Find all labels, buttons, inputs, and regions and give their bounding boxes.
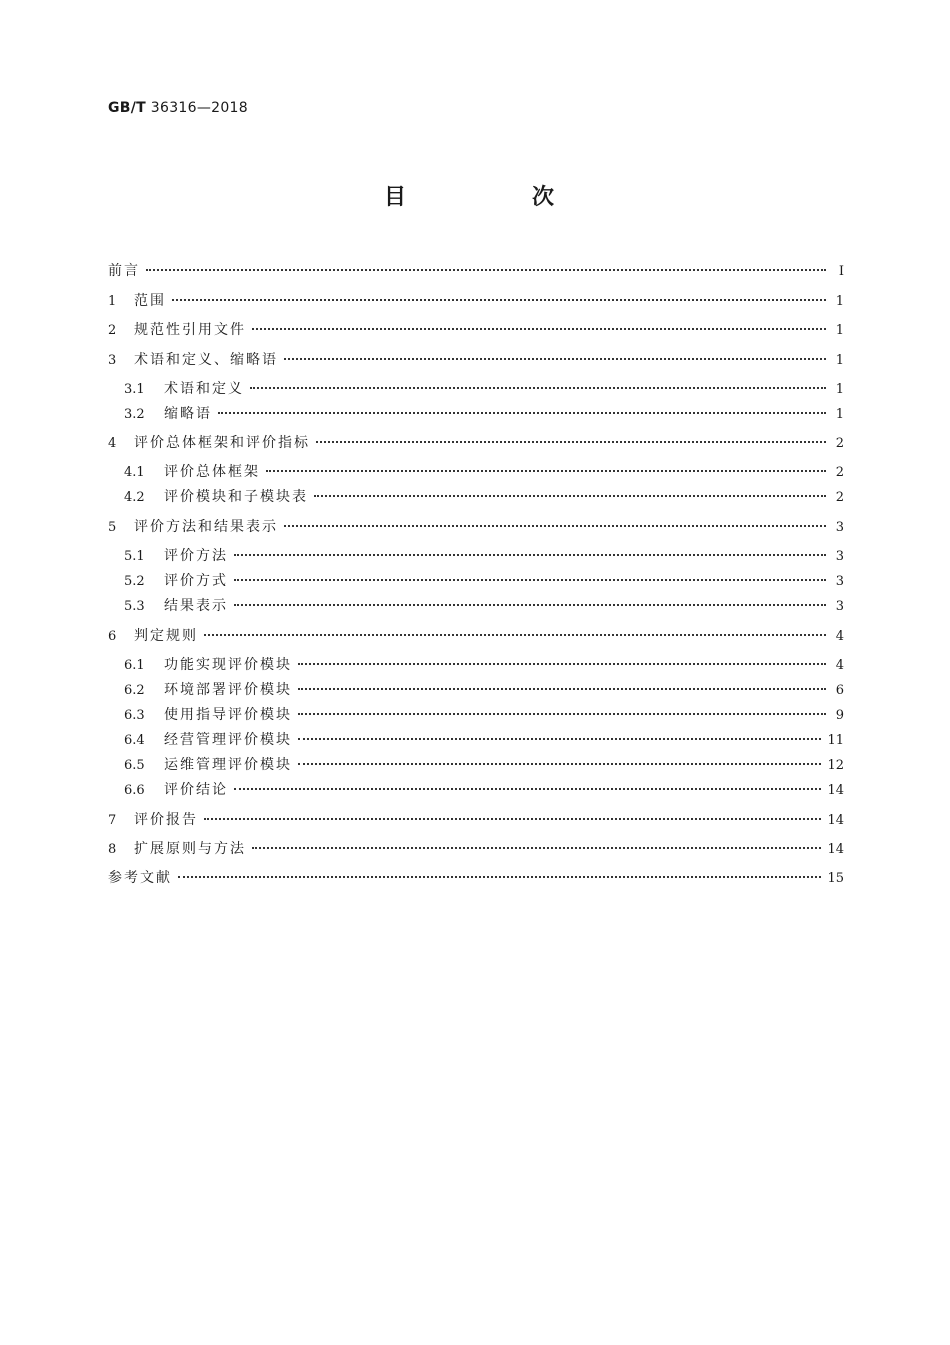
toc-entry-label: 术语和定义、缩略语 xyxy=(134,352,278,368)
toc-entry-label: 经营管理评价模块 xyxy=(164,732,292,748)
toc-entry-page: Ⅰ xyxy=(838,264,844,279)
toc-entry[interactable] xyxy=(108,868,844,888)
toc-entry[interactable] xyxy=(124,487,844,507)
toc-dot-leader xyxy=(234,603,826,606)
toc-entry-label: 缩略语 xyxy=(164,406,212,422)
toc-entry-page: 3 xyxy=(835,520,844,535)
toc-entry-page: 2 xyxy=(835,490,844,505)
toc-entry-page: 14 xyxy=(827,783,844,798)
toc-entry-number: 5.2 xyxy=(124,574,145,589)
toc-dot-leader xyxy=(204,817,821,820)
toc-entry[interactable] xyxy=(108,320,844,340)
toc-entry-page: 11 xyxy=(827,733,844,748)
toc-entry-page: 1 xyxy=(835,353,844,368)
toc-entry-number: 6.1 xyxy=(124,658,145,673)
toc-entry-number: 4 xyxy=(108,436,117,451)
toc-entry-label: 评价方式 xyxy=(164,573,228,589)
toc-dot-leader xyxy=(218,411,826,414)
toc-entry-label: 前言 xyxy=(108,263,140,279)
toc-entry[interactable] xyxy=(124,571,844,591)
toc-entry-page: 1 xyxy=(835,323,844,338)
toc-entry-label: 范围 xyxy=(134,293,166,309)
toc-entry-number: 4.2 xyxy=(124,490,145,505)
toc-dot-leader xyxy=(204,633,826,636)
toc-entry[interactable] xyxy=(124,780,844,800)
toc-entry[interactable] xyxy=(124,379,844,399)
toc-entry[interactable] xyxy=(124,596,844,616)
standard-code: 36316—2018 xyxy=(150,100,248,116)
toc-dot-leader xyxy=(298,712,826,715)
toc-dot-leader xyxy=(266,469,826,472)
toc-entry-page: 4 xyxy=(835,629,844,644)
toc-entry-number: 4.1 xyxy=(124,465,145,480)
toc-entry-number: 3.1 xyxy=(124,382,145,397)
toc-entry-label: 结果表示 xyxy=(164,598,228,614)
toc-entry-label: 功能实现评价模块 xyxy=(164,657,292,673)
toc-entry[interactable] xyxy=(124,655,844,675)
toc-dot-leader xyxy=(172,298,826,301)
toc-entry[interactable] xyxy=(124,546,844,566)
toc-entry-label: 评价结论 xyxy=(164,782,228,798)
toc-dot-leader xyxy=(316,440,826,443)
toc-entry-label: 使用指导评价模块 xyxy=(164,707,292,723)
toc-entry[interactable] xyxy=(108,839,844,859)
toc-dot-leader xyxy=(284,357,826,360)
toc-entry-page: 3 xyxy=(835,574,844,589)
toc-dot-leader xyxy=(250,386,826,389)
toc-dot-leader xyxy=(234,553,826,556)
toc-entry-page: 3 xyxy=(835,549,844,564)
toc-entry-number: 3.2 xyxy=(124,407,145,422)
toc-entry-page: 3 xyxy=(835,599,844,614)
toc-entry[interactable] xyxy=(108,517,844,537)
toc-entry-number: 6 xyxy=(108,629,117,644)
toc-entry-number: 5.1 xyxy=(124,549,145,564)
toc-dot-leader xyxy=(178,875,821,878)
toc-entry-number: 7 xyxy=(108,813,117,828)
toc-entry[interactable] xyxy=(124,755,844,775)
toc-entry[interactable] xyxy=(108,350,844,370)
page-title: 目 次 xyxy=(383,185,606,210)
toc-entry[interactable] xyxy=(108,810,844,830)
toc-entry-number: 6.3 xyxy=(124,708,145,723)
toc-entry-page: 12 xyxy=(827,758,844,773)
toc-entry[interactable] xyxy=(124,404,844,424)
toc-dot-leader xyxy=(252,846,821,849)
toc-entry-label: 评价方法 xyxy=(164,548,228,564)
toc-dot-leader xyxy=(314,494,826,497)
toc-entry-label: 判定规则 xyxy=(134,628,198,644)
toc-entry-label: 参考文献 xyxy=(108,870,172,886)
toc-entry-label: 规范性引用文件 xyxy=(134,322,246,338)
toc-entry-number: 6.2 xyxy=(124,683,145,698)
toc-entry[interactable] xyxy=(124,705,844,725)
toc-entry-label: 评价方法和结果表示 xyxy=(134,519,278,535)
toc-entry-number: 3 xyxy=(108,353,117,368)
toc-entry-label: 术语和定义 xyxy=(164,381,244,397)
toc-entry[interactable] xyxy=(124,680,844,700)
toc-entry[interactable] xyxy=(108,261,844,281)
toc-entry-label: 评价模块和子模块表 xyxy=(164,489,308,505)
toc-entry-number: 2 xyxy=(108,323,117,338)
toc-entry-page: 2 xyxy=(835,436,844,451)
toc-entry-page: 9 xyxy=(835,708,844,723)
toc-entry-page: 1 xyxy=(835,407,844,422)
toc-entry[interactable] xyxy=(108,291,844,311)
toc-entry[interactable] xyxy=(108,433,844,453)
toc-entry[interactable] xyxy=(108,626,844,646)
standard-number xyxy=(108,100,248,116)
toc-dot-leader xyxy=(284,524,826,527)
toc-entry-number: 8 xyxy=(108,842,117,857)
toc-dot-leader xyxy=(298,687,826,690)
toc-entry-number: 6.6 xyxy=(124,783,145,798)
toc-entry-label: 运维管理评价模块 xyxy=(164,757,292,773)
toc-entry-label: 评价报告 xyxy=(134,812,198,828)
toc-entry[interactable] xyxy=(124,462,844,482)
toc-dot-leader xyxy=(146,268,826,271)
toc-entry-page: 1 xyxy=(835,382,844,397)
toc-entry-number: 5 xyxy=(108,520,117,535)
toc-dot-leader xyxy=(252,327,826,330)
toc-entry-label: 评价总体框架和评价指标 xyxy=(134,435,310,451)
toc-dot-leader xyxy=(298,662,826,665)
toc-entry-number: 1 xyxy=(108,294,117,309)
toc-entry-label: 评价总体框架 xyxy=(164,464,260,480)
toc-entry-page: 4 xyxy=(835,658,844,673)
toc-entry-label: 环境部署评价模块 xyxy=(164,682,292,698)
toc-entry-page: 1 xyxy=(835,294,844,309)
toc-dot-leader xyxy=(234,578,826,581)
toc-entry-page: 14 xyxy=(827,813,844,828)
toc-dot-leader xyxy=(298,737,821,740)
toc-dot-leader xyxy=(298,762,821,765)
toc-entry-label: 扩展原则与方法 xyxy=(134,841,246,857)
toc-entry-page: 2 xyxy=(835,465,844,480)
toc-entry[interactable] xyxy=(124,730,844,750)
standard-prefix: GB/T xyxy=(108,100,147,116)
toc-dot-leader xyxy=(234,787,821,790)
toc-entry-page: 6 xyxy=(835,683,844,698)
toc-entry-number: 6.5 xyxy=(124,758,145,773)
toc-entry-page: 15 xyxy=(827,871,844,886)
toc-entry-number: 5.3 xyxy=(124,599,145,614)
toc-entry-page: 14 xyxy=(827,842,844,857)
toc-entry-number: 6.4 xyxy=(124,733,145,748)
